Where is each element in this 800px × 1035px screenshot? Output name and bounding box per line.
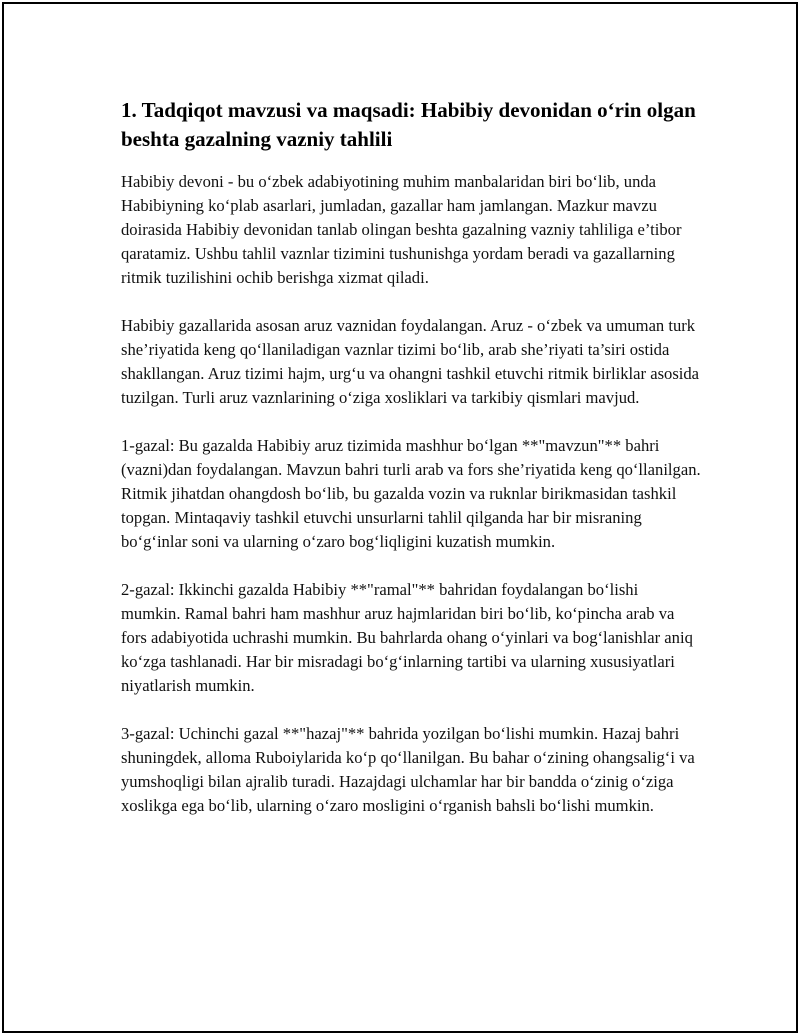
paragraph-gazal-3: 3-gazal: Uchinchi gazal **"hazaj"** bahrida yozilgan bo‘lishi mumkin. Hazaj bahri shuningdek, alloma Ruboiylarida ko‘p qo‘llanilgan. Bu bahar o‘zining ohangsalig‘i va yumshoqligi bilan ajralib turadi. Hazajdagi ulchamlar har bir bandda o‘zinig o‘ziga xoslikga ega bo‘lib, ularning o‘zaro mosligini o‘rganish bahsli bo‘lishi mumkin. [121, 724, 695, 815]
document-body [121, 96, 701, 842]
paragraph-intro: Habibiy devoni - bu o‘zbek adabiyotining muhim manbalaridan biri bo‘lib, unda Habibiyning ko‘plab asarlari, jumladan, gazallar ham jamlangan. Mazkur mavzu doirasida Habibiy devonidan tanlab olingan beshta gazalning vazniy tahliliga e’tibor qaratamiz. Ushbu tahlil vaznlar tizimini tushunishga yordam beradi va gazallarning ritmik tuzilishini ochib berishga xizmat qiladi. [121, 172, 682, 287]
section-heading: 1. Tadqiqot mavzusi va maqsadi: Habibiy devonidan o‘rin olgan beshta gazalning vazniy tahlili [121, 98, 696, 151]
paragraph-gazal-1: 1-gazal: Bu gazalda Habibiy aruz tizimida mashhur bo‘lgan **"mavzun"** bahri (vazni)dan foydalangan. Mavzun bahri turli arab va fors she’riyatida keng qo‘llanilgan. Ritmik jihatdan ohangdosh bo‘lib, bu gazalda vozin va ruknlar birikmasidan tashkil topgan. Mintaqaviy tashkil etuvchi unsurlarni tahlil qilganda har bir misraning bo‘g‘inlar soni va ularning o‘zaro bog‘liqligini kuzatish mumkin. [121, 436, 701, 551]
page-frame [2, 2, 798, 1033]
paragraph-gazal-2: 2-gazal: Ikkinchi gazalda Habibiy **"ramal"** bahridan foydalangan bo‘lishi mumkin. Ramal bahri ham mashhur aruz hajmlaridan biri bo‘lib, ko‘pincha arab va fors adabiyotida uchrashi mumkin. Bu bahrlarda ohang o‘yinlari va bog‘lanishlar aniq ko‘zga tashlanadi. Har bir misradagi bo‘g‘inlarning tartibi va ularning xususiyatlari niyatlarish mumkin. [121, 580, 693, 695]
paragraph-aruz: Habibiy gazallarida asosan aruz vaznidan foydalangan. Aruz - o‘zbek va umuman turk she’riyatida keng qo‘llaniladigan vaznlar tizimi bo‘lib, arab she’riyati ta’siri ostida shakllangan. Aruz tizimi hajm, urg‘u va ohangni tashkil etuvchi ritmik birliklar asosida tuzilgan. Turli aruz vaznlarining o‘ziga xosliklari va tarkibiy qismlari mavjud. [121, 316, 700, 407]
